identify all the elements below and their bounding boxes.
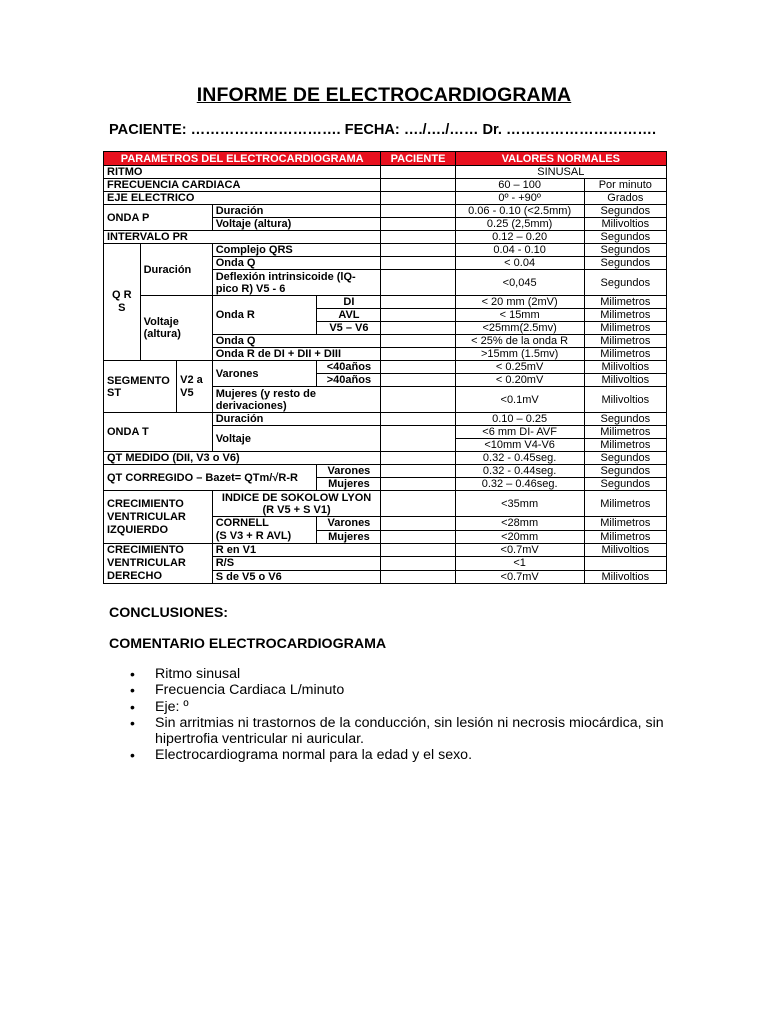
patient-cell [381,517,455,531]
table-header-row [104,152,667,166]
normal-value: < 25% de la onda R [455,335,584,348]
patient-cell [381,387,455,413]
normal-value: SINUSAL [455,166,666,179]
unit-cell: Segundos [584,478,666,491]
sub-param-label: Voltaje (altura) [212,218,381,231]
unit-cell: Milivoltios [584,361,666,374]
normal-value: <0.1mV [455,387,584,413]
normal-value: 0.32 - 0.44seg. [455,465,584,478]
sex-label: Mujeres [317,530,381,544]
normal-value: < 0.04 [455,257,584,270]
document-title: INFORME DE ELECTROCARDIOGRAMA [196,84,572,106]
param-label: QT MEDIDO (DII, V3 o V6) [104,452,381,465]
list-item [130,715,670,748]
unit-cell: Milimetros [584,296,666,309]
param-label: EJE ELECTRICO [104,192,381,205]
sokolow-line1: INDICE DE SOKOLOW LYON [221,491,372,504]
list-item-text: Sin arritmias ni trastornos de la conducción, sin lesión ni necrosis miocárdica, sin hipertrofia ventricular ni auricular. [155,714,664,748]
unit-cell: Milimetros [584,439,666,452]
normal-value: 0.04 - 0.10 [455,244,584,257]
unit-cell: Milivoltios [584,374,666,387]
patient-cell [381,192,455,205]
unit-cell: Milivoltios [584,218,666,231]
sub-param-label: Duración [212,205,381,218]
sub-param-label: S de V5 o V6 [212,570,381,583]
st-leads-label: V2 a V5 [177,361,213,413]
age-label: >40años [317,374,381,387]
param-label: QT CORREGIDO – Bazet= QTm/√R-R [104,465,317,491]
normal-value: 0.10 – 0.25 [455,413,584,426]
lead-label: V5 – V6 [317,322,381,335]
patient-cell [381,374,455,387]
unit-cell: Milimetros [584,322,666,335]
sub-param-label: Duración [212,413,381,426]
table-row [104,452,667,465]
patient-cell [381,296,455,309]
normal-value: < 20 mm (2mV) [455,296,584,309]
param-label: CRECIMIENTO VENTRICULAR DERECHO [104,544,213,584]
patient-cell [381,426,455,452]
patient-cell [381,179,455,192]
normal-value: < 0.25mV [455,361,584,374]
patient-cell [381,270,455,296]
normal-value: 0.06 - 0.10 (<2.5mm) [455,205,584,218]
list-item-text: Eje: º [155,698,189,715]
patient-cell [381,452,455,465]
table-row [104,361,667,374]
sex-label: Varones [317,465,381,478]
unit-cell: Segundos [584,257,666,270]
bullet-icon: • [130,714,135,731]
patient-cell [381,530,455,544]
normal-value: <0.7mV [455,570,584,583]
list-item [130,699,670,715]
param-label: SEGMENTO ST [104,361,177,413]
list-item [130,682,670,698]
unit-cell: Milimetros [584,426,666,439]
unit-cell: Segundos [584,231,666,244]
sub-param-label: Onda Q [212,257,381,270]
sub-param-label: R/S [212,557,381,570]
list-item [130,666,670,682]
table-row [104,465,667,478]
normal-value: < 15mm [455,309,584,322]
unit-cell: Milivoltios [584,387,666,413]
sub-param-label: Deflexión intrinsicoide (lQ-pico R) V5 - 6 [212,270,381,296]
sub-param-label: Complejo QRS [212,244,381,257]
normal-value: <25mm(2.5mv) [455,322,584,335]
unit-cell: Segundos [584,270,666,296]
cornell-label [212,517,317,544]
patient-cell [381,570,455,583]
unit-cell: Milivoltios [584,570,666,583]
normal-value: 0.12 – 0.20 [455,231,584,244]
qrs-label: Q R S [104,244,141,361]
sokolow-label [212,491,381,517]
normal-value: >15mm (1.5mv) [455,348,584,361]
conclusiones-heading: CONCLUSIONES: [109,605,229,621]
comments-list [130,666,670,764]
param-label: INTERVALO PR [104,231,381,244]
unit-cell: Milimetros [584,517,666,531]
patient-info-line: PACIENTE: …………………………. FECHA: …./…./…… Dr. …………………………. [109,122,657,138]
patient-cell [381,361,455,374]
patient-cell [381,205,455,218]
sex-label: Mujeres [317,478,381,491]
patient-cell [381,557,455,570]
unit-cell: Milimetros [584,309,666,322]
patient-cell [381,335,455,348]
sokolow-line2: (R V5 + S V1) [262,503,331,516]
patient-cell [381,218,455,231]
unit-cell [584,557,666,570]
table-row [104,413,667,426]
sex-label: Varones [317,517,381,531]
unit-cell: Por minuto [584,179,666,192]
param-label: RITMO [104,166,381,179]
header-paciente: PACIENTE [381,152,455,166]
list-item-text: Electrocardiograma normal para la edad y el sexo. [155,747,473,764]
sub-param-label: Mujeres (y resto de derivaciones) [212,387,381,413]
bullet-icon: • [130,666,135,682]
unit-cell: Segundos [584,452,666,465]
unit-cell: Milimetros [584,491,666,517]
unit-cell: Segundos [584,244,666,257]
normal-value: <10mm V4-V6 [455,439,584,452]
unit-cell: Milimetros [584,335,666,348]
lead-label: AVL [317,309,381,322]
unit-cell: Milivoltios [584,544,666,557]
patient-cell [381,478,455,491]
param-label: ONDA T [104,413,213,452]
sub-param-label: Onda R [212,296,317,335]
unit-cell: Milimetros [584,348,666,361]
list-item-text: Ritmo sinusal [155,666,241,682]
normal-value: <6 mm DI- AVF [455,426,584,439]
bullet-icon: • [130,747,135,764]
lead-label: DI [317,296,381,309]
table-row [104,231,667,244]
normal-value: 0º - +90º [455,192,584,205]
param-label: CRECIMIENTO VENTRICULAR IZQUIERDO [104,491,213,544]
table-row [104,179,667,192]
normal-value: 0.32 - 0.45seg. [455,452,584,465]
normal-value: 0.25 (2,5mm) [455,218,584,231]
age-label: <40años [317,361,381,374]
unit-cell: Segundos [584,465,666,478]
sub-param-label: Onda Q [212,335,381,348]
sub-param-label: Voltaje [212,426,381,452]
list-item-text: Frecuencia Cardiaca L/minuto [155,682,345,699]
unit-cell: Segundos [584,205,666,218]
normal-value: 0.32 – 0.46seg. [455,478,584,491]
normal-value: <0,045 [455,270,584,296]
qrs-duracion-label: Duración [140,244,212,296]
table-row [104,491,667,517]
table-row [104,192,667,205]
patient-cell [381,309,455,322]
normal-value: <20mm [455,530,584,544]
unit-cell: Segundos [584,413,666,426]
unit-cell: Milimetros [584,530,666,544]
cornell-line1: CORNELL [215,517,269,529]
patient-cell [381,413,455,426]
qrs-voltaje-label: Voltaje (altura) [140,296,212,361]
patient-cell [381,491,455,517]
list-item [130,747,670,763]
unit-cell: Grados [584,192,666,205]
header-parametros: PARAMETROS DEL ELECTROCARDIOGRAMA [104,152,381,166]
comentario-heading: COMENTARIO ELECTROCARDIOGRAMA [109,636,387,652]
sub-param-label: Varones [212,361,317,387]
normal-value: <1 [455,557,584,570]
patient-cell [381,348,455,361]
header-valores-normales: VALORES NORMALES [455,152,666,166]
param-label: FRECUENCIA CARDIACA [104,179,381,192]
table-row [104,544,667,557]
sub-param-label: R en V1 [212,544,381,557]
bullet-icon: • [130,698,135,715]
bullet-icon: • [130,682,135,699]
patient-cell [381,544,455,557]
patient-cell [381,322,455,335]
sub-param-label: Onda R de DI + DII + DIII [212,348,381,361]
normal-value: < 0.20mV [455,374,584,387]
patient-cell [381,257,455,270]
patient-cell [381,465,455,478]
patient-cell [381,231,455,244]
normal-value: 60 – 100 [455,179,584,192]
table-row [104,166,667,179]
param-label: ONDA P [104,205,213,231]
patient-cell [381,166,455,179]
normal-value: <28mm [455,517,584,531]
table-row [104,244,667,257]
cornell-line2: (S V3 + R AVL) [215,530,292,542]
patient-cell [381,244,455,257]
table-row [104,296,667,309]
normal-value: <0.7mV [455,544,584,557]
ecg-parameters-table [103,151,667,584]
table-row [104,205,667,218]
normal-value: <35mm [455,491,584,517]
